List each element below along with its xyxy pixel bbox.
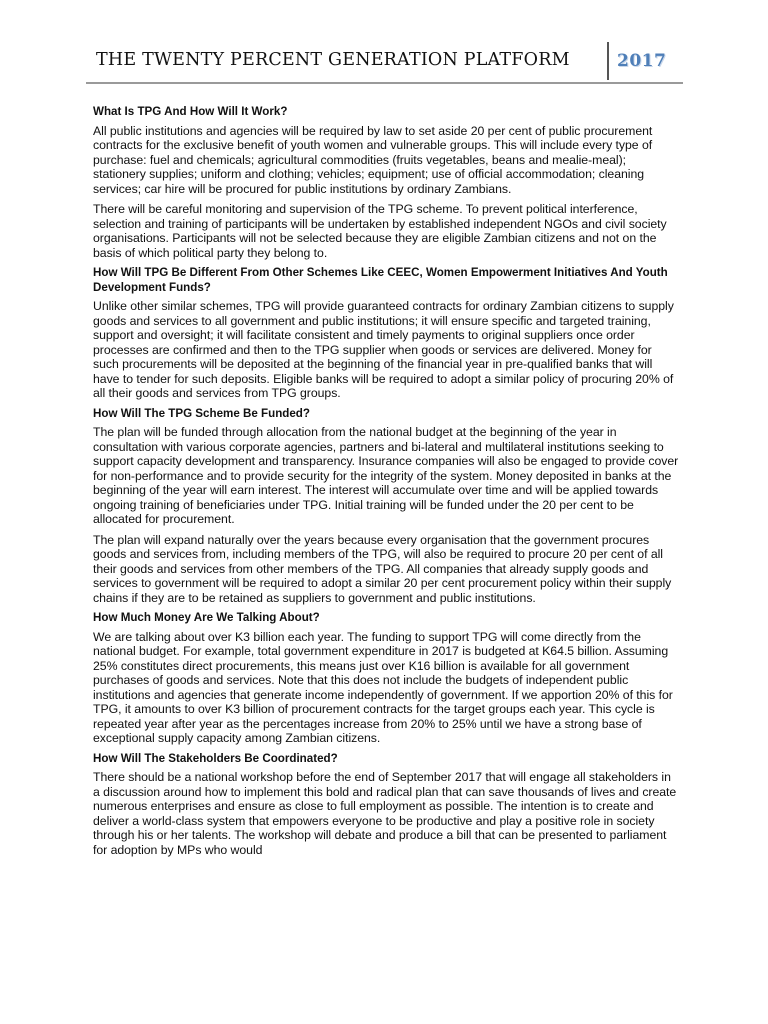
section-heading: How Much Money Are We Talking About? [93, 611, 320, 624]
section-how-different [93, 266, 679, 401]
document-body [93, 105, 679, 863]
paragraph: The plan will be funded through allocation from the national budget at the beginning of the year in consultation with various corporate agencies, partners and bi-lateral and multilateral institutions seeking to support capacity development and transparency. Insurance companies will also be engaged to provide cover for non-performance and to provide security for the integrity of the system. Money deposited in banks at the beginning of the year will earn interest. The interest will accumulate over time and will be applied towards ongoing training of beneficiaries under TPG. Initial training will be funded under the 20 per cent to be allocated for procurement. [93, 425, 679, 526]
section-heading: What Is TPG And How Will It Work? [93, 105, 288, 118]
paragraph: There will be careful monitoring and supervision of the TPG scheme. To prevent political interference, selection and training of participants will be undertaken by established independent NGOs and civil society organisations. Participants will not be selected because they are eligible Zambian citizens and not on the basis of which political party they belong to. [93, 202, 667, 260]
paragraph: All public institutions and agencies will be required by law to set aside 20 per cent of public procurement contracts for the exclusive benefit of youth women and vulnerable groups. This will include every type of purchase: fuel and chemicals; agricultural commodities (fruits vegetables, beans and mealie-meal); stationery supplies; uniform and clothing; vehicles; equipment; use of official accommodation; cleaning services; car hire will be procured for public institutions by ordinary Zambians. [93, 123, 653, 196]
section-heading: How Will TPG Be Different From Other Schemes Like CEEC, Women Empowerment Initiatives And Youth Development Funds? [93, 266, 668, 294]
header-divider [607, 42, 609, 80]
section-funding [93, 407, 679, 606]
section-heading: How Will The TPG Scheme Be Funded? [93, 406, 310, 420]
paragraph: Unlike other similar schemes, TPG will provide guaranteed contracts for ordinary Zambian citizens to supply goods and services to all government and public institutions; it will ensure specific and targeted training, support and oversight; it will facilitate consistent and timely payments to original suppliers once order processes are confirmed and then to the TPG supplier when goods or services are delivered. Money for such procurements will be deposited at the beginning of the financial year in pre-qualified banks that will have to tender for such deposits. Eligible banks will be required to adopt a similar policy of procuring 20% of all their goods and services from TPG groups. [93, 299, 674, 400]
document-title: THE TWENTY PERCENT GENERATION PLATFORM [96, 50, 570, 70]
paragraph: The plan will expand naturally over the years because every organisation that the government procures goods and services from, including members of the TPG, will also be required to procure 20 per cent of all their goods and services from other members of the TPG. All companies that already supply goods and services to government will be required to adopt a similar 20 per cent procurement policy within their supply chains if they are to be retained as suppliers to government and public institutions. [93, 532, 672, 605]
section-what-is-tpg [93, 105, 679, 260]
paragraph: There should be a national workshop before the end of September 2017 that will engage all stakeholders in a discussion around how to implement this bold and radical plan that can save thousands of lives and create numerous enterprises and ensure as close to full employment as possible. The intention is to create and deliver a world-class system that empowers everyone to be productive and play a positive role in society through his or her talents. The workshop will debate and produce a bill that can be presented to parliament for adoption by MPs who would [93, 770, 677, 857]
section-how-much-money [93, 611, 679, 746]
page-header [86, 42, 683, 84]
document-year: 2017 [617, 51, 667, 71]
paragraph: We are talking about over K3 billion each year. The funding to support TPG will come directly from the national budget. For example, total government expenditure in 2017 is budgeted at K64.5 billion. Assuming 25% constitutes direct procurements, this means just over K16 billion is available for all government purchases of goods and services. Note that this does not include the budgets of independent public institutions and agencies that generate income independently of government. If we apportion 20% of this for TPG, it amounts to over K3 billion of procurement contracts for the target groups each year. This cycle is repeated year after year as the percentages increase from 20% to 25% until we have a strong base of exceptional supply capacity among Zambian citizens. [93, 629, 673, 745]
section-heading: How Will The Stakeholders Be Coordinated? [93, 751, 338, 765]
section-stakeholders [93, 752, 679, 858]
